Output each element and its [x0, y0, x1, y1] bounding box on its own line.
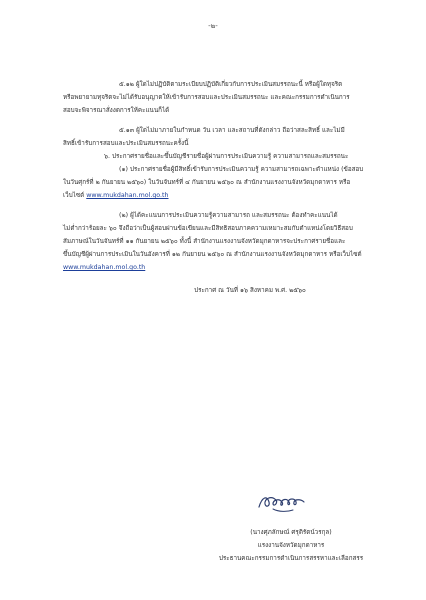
clause-5-13-line-2: สิทธิ์เข้ารับการสอบและประเมินสมรรถนะครั้งนี้: [63, 140, 189, 147]
signatory-title-2: ประธานคณะกรรมการดำเนินการสรรหาและเลือกสรร: [218, 555, 364, 562]
signatory-name: (นางศุภลักษณ์ ศรุติรัตน์วรกุล): [250, 529, 332, 536]
page-number: -๒-: [208, 22, 218, 30]
item-1-line-2: ในวันศุกร์ที่ ๒ กันยายน ๒๕๖๐) ในวันจันทร์ที่ ๔ กันยายน ๒๕๖๐ ณ สำนักงานแรงงานจังหวัดมุกดาหาร หรือ: [63, 179, 351, 186]
item-1-line-1: (๑) ประกาศรายชื่อผู้มีสิทธิ์เข้ารับการประเมินความรู้ ความสามารถเฉพาะตำแหน่ง (ข้อสอบ: [119, 166, 364, 173]
signature-image: [256, 489, 328, 515]
clause-5-13-line-1: ๕.๑๓ ผู้ใดไม่มาภายในกำหนด วัน เวลา และสถานที่ดังกล่าว ถือว่าสละสิทธิ์ และไม่มี: [119, 127, 345, 134]
clause-5-12-line-1: ๕.๑๒ ผู้ใดไม่ปฏิบัติตามระเบียบปฏิบัติเกี่ยวกับการประเมินสมรรถนะนี้ หรือผู้ใดทุจริต: [119, 81, 343, 88]
item-2-line-4: ขึ้นบัญชีผู้ผ่านการประเมินในวันอังคารที่ ๑๒ กันยายน ๒๕๖๐ ณ สำนักงานแรงงานจังหวัดมุกดาหาร หรือเว็บไซต์: [63, 251, 362, 258]
signatory-title-1: แรงงานจังหวัดมุกดาหาร: [257, 542, 325, 549]
item-1-line-3: [63, 191, 169, 200]
item-2-line-5: [63, 263, 145, 272]
item-2-line-3: สัมภาษณ์ในวันจันทร์ที่ ๑๑ กันยายน ๒๕๖๐ ทั้งนี้ สำนักงานแรงงานจังหวัดมุกดาหารจะประกาศรายชื่อและ: [63, 238, 346, 245]
section-6-heading: ๖. ประกาศรายชื่อและขึ้นบัญชีรายชื่อผู้ผ่านการประเมินความรู้ ความสามารถและสมรรถนะ: [104, 153, 349, 160]
item-2-line-1: (๒) ผู้ได้คะแนนการประเมินความรู้ความสามารถ และสมรรถนะ ต้องทำคะแนนได้: [119, 212, 338, 219]
website-link-2[interactable]: www.mukdahan.mol.go.th: [63, 264, 146, 271]
item-2-line-2: ไม่ต่ำกว่าร้อยละ ๖๐ จึงถือว่าเป็นผู้สอบผ่านข้อเขียนและมีสิทธิสอบภาคความเหมาะสมกับตำแหน่งโดยวิธีสอบ: [63, 225, 353, 232]
website-label: เว็บไซต์: [63, 192, 85, 199]
website-link-1[interactable]: www.mukdahan.mol.go.th: [86, 192, 169, 199]
announcement-date: ประกาศ ณ วันที่ ๑๖ สิงหาคม พ.ศ. ๒๕๖๐: [194, 287, 306, 294]
clause-5-12-line-3: สอบจะพิจารณาสั่งงดการให้คะแนนก็ได้: [63, 107, 170, 114]
clause-5-12-line-2: หรือพยายามทุจริตจะไม่ได้รับอนุญาตให้เข้ารับการสอบและประเมินสมรรถนะ และคณะกรรมการดำเนินการ: [63, 94, 350, 101]
